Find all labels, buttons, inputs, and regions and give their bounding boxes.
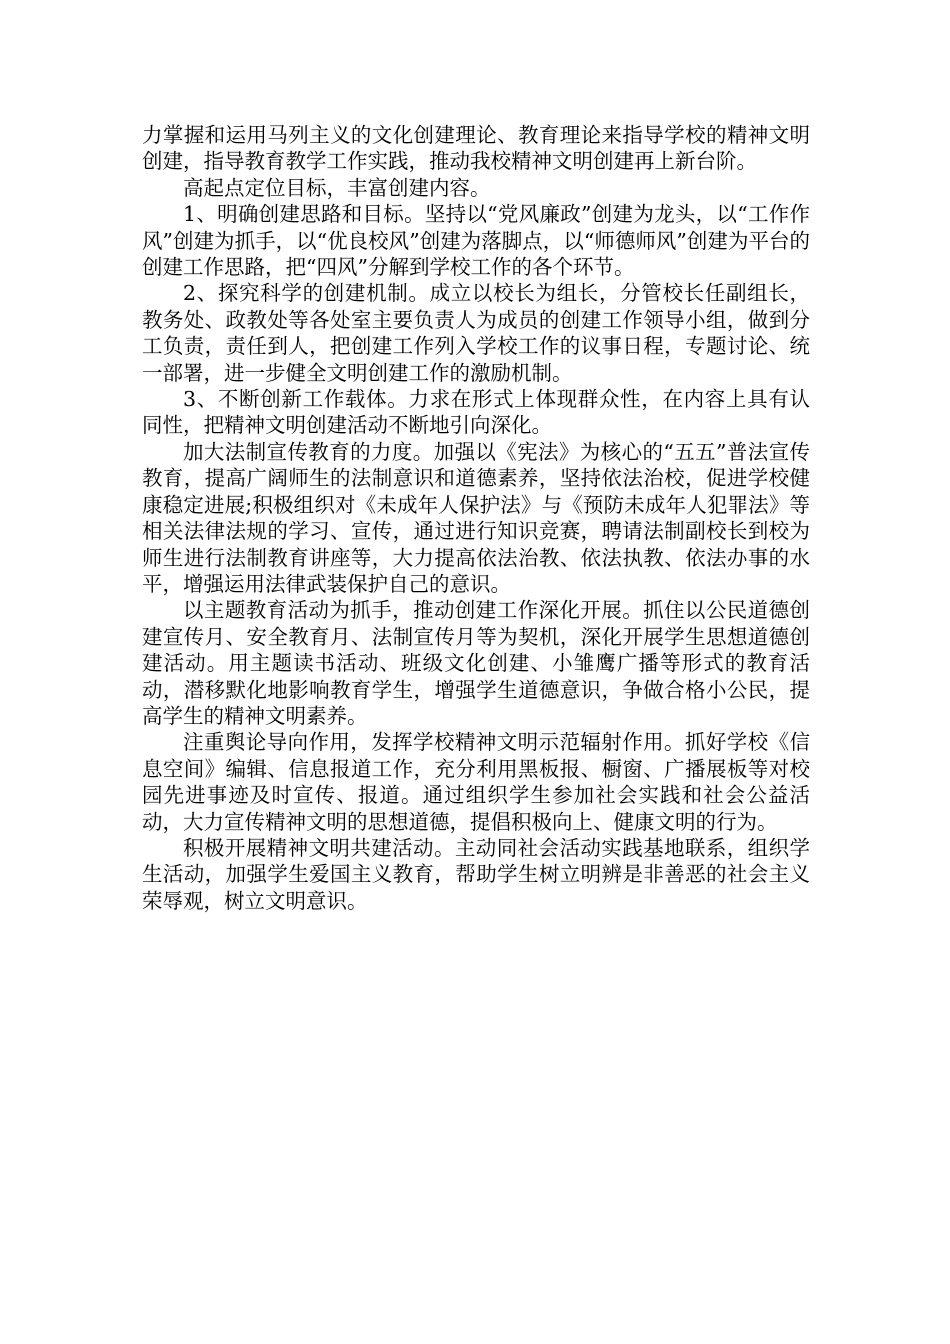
document-body bbox=[142, 122, 810, 914]
paragraph-joint-construction: 积极开展精神文明共建活动。主动同社会活动实践基地联系，组织学生活动，加强学生爱国主义教育，帮助学生树立明辨是非善恶的社会主义荣辱观，树立文明意识。 bbox=[142, 835, 810, 913]
paragraph-item-2: 2、探究科学的创建机制。成立以校长为组长，分管校长任副组长，教务处、政教处等各处室主要负责人为成员的创建工作领导小组，做到分工负责，责任到人，把创建工作列入学校工作的议事日程，专题讨论、统一部署，进一步健全文明创建工作的激励机制。 bbox=[142, 281, 810, 385]
paragraph-public-opinion: 注重舆论导向作用，发挥学校精神文明示范辐射作用。抓好学校《信息空间》编辑、信息报道工作，充分利用黑板报、橱窗、广播展板等对校园先进事迹及时宣传、报道。通过组织学生参加社会实践和社会公益活动，大力宣传精神文明的思想道德，提倡积极向上、健康文明的行为。 bbox=[142, 730, 810, 834]
paragraph-item-3: 3、不断创新工作载体。力求在形式上体现群众性，在内容上具有认同性，把精神文明创建活动不断地引向深化。 bbox=[142, 387, 810, 438]
paragraph-continuation: 力掌握和运用马列主义的文化创建理论、教育理论来指导学校的精神文明创建，指导教育教学工作实践，推动我校精神文明创建再上新台阶。 bbox=[142, 123, 810, 174]
paragraph-theme-education: 以主题教育活动为抓手，推动创建工作深化开展。抓住以公民道德创建宣传月、安全教育月、法制宣传月等为契机，深化开展学生思想道德创建活动。用主题读书活动、班级文化创建、小雏鹰广播等形式的教育活动，潜移默化地影响教育学生，增强学生道德意识，争做合格小公民，提高学生的精神文明素养。 bbox=[142, 598, 810, 728]
paragraph-legal-education: 加大法制宣传教育的力度。加强以《宪法》为核心的“五五”普法宣传教育，提高广阔师生的法制意识和道德素养，坚持依法治校，促进学校健康稳定进展;积极组织对《未成年人保护法》与《预防未成年人犯罪法》等相关法律法规的学习、宣传，通过进行知识竞赛，聘请法制副校长到校为师生进行法制教育讲座等，大力提高依法治教、依法执教、依法办事的水平，增强运用法律武装保护自己的意识。 bbox=[142, 439, 810, 596]
paragraph-section-heading: 高起点定位目标，丰富创建内容。 bbox=[183, 175, 491, 200]
paragraph-item-1: 1、明确创建思路和目标。坚持以“党风廉政”创建为龙头，以“工作作风”创建为抓手，以“优良校风”创建为落脚点，以“师德师风”创建为平台的创建工作思路，把“四风”分解到学校工作的各个环节。 bbox=[142, 202, 810, 280]
